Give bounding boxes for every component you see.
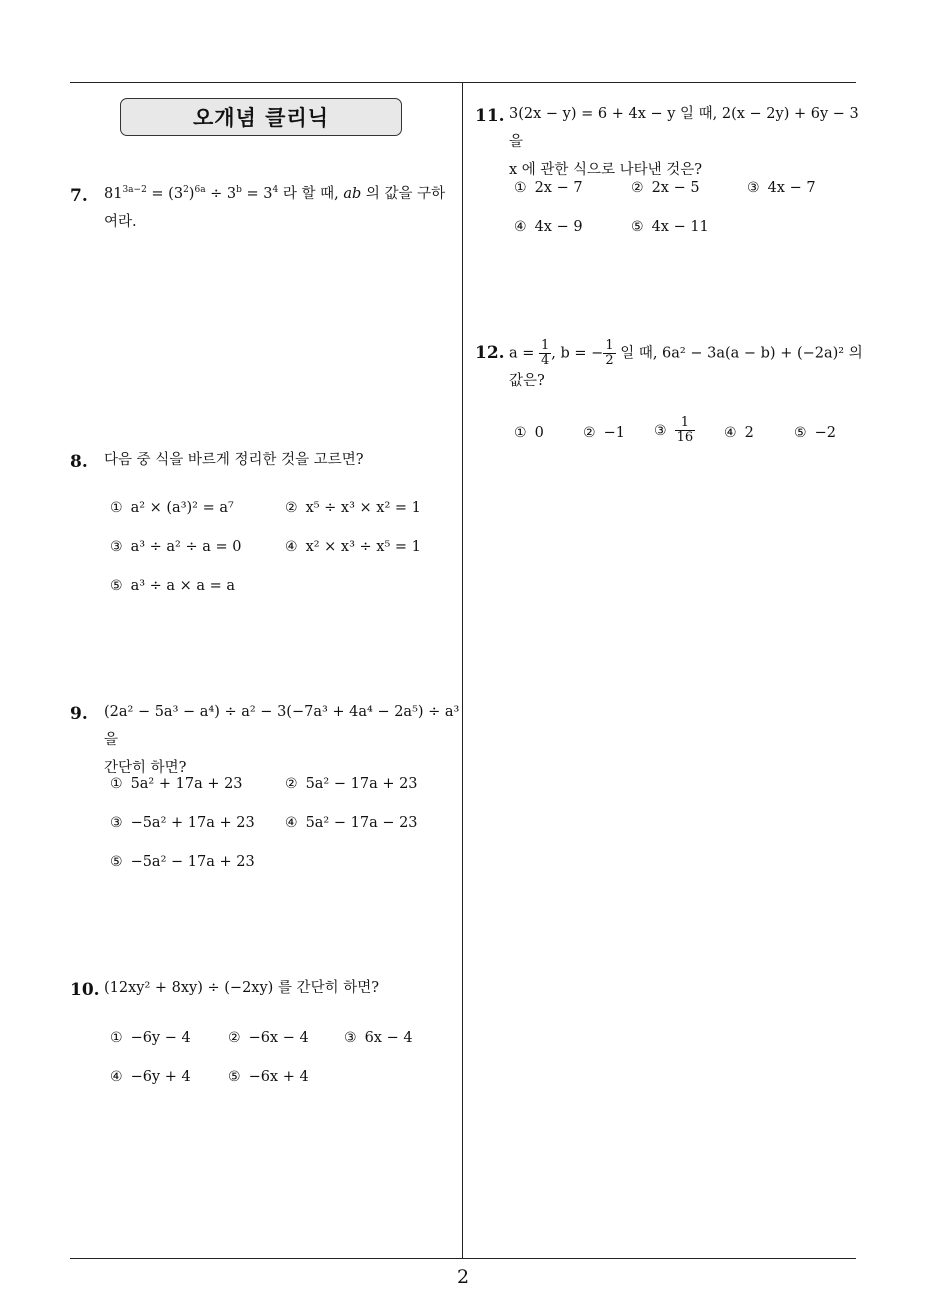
- option-5[interactable]: ⑤ −5a² − 17a + 23: [110, 854, 255, 870]
- option-1[interactable]: ① −6y − 4: [110, 1030, 191, 1046]
- option-1[interactable]: ① 2x − 7: [514, 180, 583, 196]
- problem-text: 3(2x − y) = 6 + 4x − y 일 때, 2(x − 2y) + 6y − 3 을 x 에 관한 식으로 나타낸 것은?: [509, 106, 859, 178]
- option-3[interactable]: ③ $\frac{1}{16}$: [654, 415, 694, 445]
- problem-number: 7.: [70, 186, 88, 206]
- option-3[interactable]: ③ 4x − 7: [747, 180, 816, 196]
- bottom-rule: [70, 1258, 856, 1259]
- option-5[interactable]: ⑤ −2: [794, 425, 836, 441]
- problem-text: a = $\frac{1}{4}$ , b = − $\frac{1}{2}$ 일 때, 6a² − 3a(a − b) + (−2a)² 의 값은?: [509, 338, 863, 389]
- option-4[interactable]: ④ 2: [724, 425, 754, 441]
- option-1[interactable]: ① a² × (a³)² = a⁷: [110, 500, 234, 516]
- option-4[interactable]: ④ x² × x³ ÷ x⁵ = 1: [285, 539, 421, 555]
- option-4[interactable]: ④ −6y + 4: [110, 1069, 191, 1085]
- problem-text: (12xy² + 8xy) ÷ (−2xy) 를 간단히 하면?: [104, 980, 379, 996]
- option-3[interactable]: ③ −5a² + 17a + 23: [110, 815, 255, 831]
- top-rule: [70, 82, 856, 83]
- problem-number: 12.: [475, 343, 505, 363]
- option-1[interactable]: ① 5a² + 17a + 23: [110, 776, 243, 792]
- option-4[interactable]: ④ 5a² − 17a − 23: [285, 815, 418, 831]
- option-3[interactable]: ③ a³ ÷ a² ÷ a = 0: [110, 539, 242, 555]
- problem-text: 다음 중 식을 바르게 정리한 것을 고르면?: [104, 452, 364, 468]
- option-5[interactable]: ⑤ −6x + 4: [228, 1069, 309, 1085]
- option-1[interactable]: ① 0: [514, 425, 544, 441]
- option-4[interactable]: ④ 4x − 9: [514, 219, 583, 235]
- page-number: 2: [456, 1266, 470, 1288]
- option-5[interactable]: ⑤ 4x − 11: [631, 219, 709, 235]
- column-divider: [462, 83, 463, 1258]
- option-2[interactable]: ② −1: [583, 425, 625, 441]
- problem-number: 8.: [70, 452, 88, 472]
- option-2[interactable]: ② 2x − 5: [631, 180, 700, 196]
- problem-text: $81^{3a-2} = (3^2)^{6a} \div 3^b = 3^4$ 라 할 때, ab 의 값을 구하 여라.: [104, 185, 446, 230]
- option-3[interactable]: ③ 6x − 4: [344, 1030, 413, 1046]
- option-2[interactable]: ② 5a² − 17a + 23: [285, 776, 418, 792]
- option-5[interactable]: ⑤ a³ ÷ a × a = a: [110, 578, 236, 594]
- problem-number: 9.: [70, 704, 88, 724]
- section-header: [120, 98, 402, 136]
- section-title: 오개념 클리닉: [192, 106, 330, 130]
- option-2[interactable]: ② −6x − 4: [228, 1030, 309, 1046]
- problem-number: 11.: [475, 106, 505, 126]
- option-2[interactable]: ② x⁵ ÷ x³ × x² = 1: [285, 500, 421, 516]
- problem-text: (2a² − 5a³ − a⁴) ÷ a² − 3(−7a³ + 4a⁴ − 2a⁵) ÷ a³ 을 간단히 하면?: [104, 704, 460, 776]
- problem-number: 10.: [70, 980, 100, 1000]
